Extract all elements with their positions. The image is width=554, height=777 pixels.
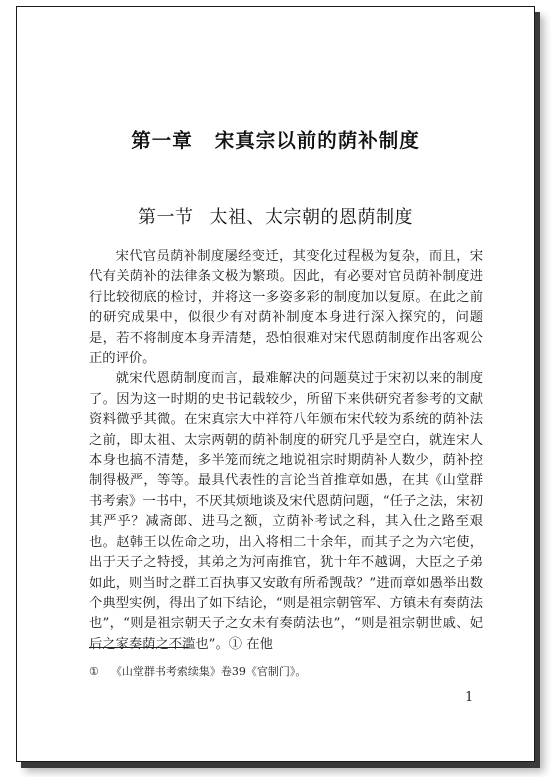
footnote-text: 《山堂群书考索续集》卷39《官制门》。: [110, 665, 307, 678]
footnote-mark: ①: [89, 665, 99, 678]
section-number: 第一节: [138, 207, 194, 228]
book-page: [16, 6, 535, 762]
paragraph-2: 就宋代恩荫制度而言，最难解决的问题莫过于宋初以来的制度了。因为这一时期的史书记载较少，所留下来供研究者参考的文献资料微乎其微。在宋真宗大中祥符八年颁布宋代较为系统的荫补法之前，即太祖、太宗两朝的荫补制度的研究几乎是空白，就连宋人本身也搞不清楚，多半笼而统之地说祖宗时期荫补人数少，荫补控制得极严，等等。最具代表性的言论当首推章如愚，在其《山堂群书考索》一书中，不厌其烦地谈及宋代恩荫问题，“任子之法，宋初其严乎？减斋郎、进马之额，立荫补考试之科，其入仕之路至艰也。赵韩王以佐命之功，出入将相二十余年，而其子之为六宅使，出于天子之特授，其弟之为河南推官，犹十年不越调，大臣之子弟如此，则当时之群工百执事又安敢有所希觊哉？”进而章如愚举出数个典型实例，得出了如下结论，“则是祖宗朝管军、方镇未有奏荫法也”，“则是祖宗朝天子之女未有奏荫法也”，“则是祖宗朝世戚、妃后之家奏荫之不滥也”。① 在他: [89, 371, 484, 652]
page-number: 1: [465, 690, 474, 705]
chapter-name: 宋真宗以前的荫补制度: [214, 129, 420, 152]
chapter-title: [17, 125, 534, 153]
footnote: [89, 663, 306, 679]
footnote-divider: [89, 647, 189, 648]
chapter-number: 第一章: [131, 129, 193, 152]
paragraph-1: 宋代官员荫补制度屡经变迁，其变化过程极为复杂，而且，宋代有关荫补的法律条文极为繁琐。因此，有必要对官员荫补制度进行比较彻底的检讨，并将这一多姿多彩的制度加以复原。在此之前的研究成果中，似很少有对荫补制度本身进行深入探究的，问题是，若不将制度本身弄清楚，恐怕很难对宋代恩荫制度作出客观公正的评价。: [89, 249, 483, 367]
section-name: 太祖、太宗朝的恩荫制度: [209, 207, 413, 228]
section-title: [17, 203, 534, 229]
body-text: [89, 247, 483, 655]
